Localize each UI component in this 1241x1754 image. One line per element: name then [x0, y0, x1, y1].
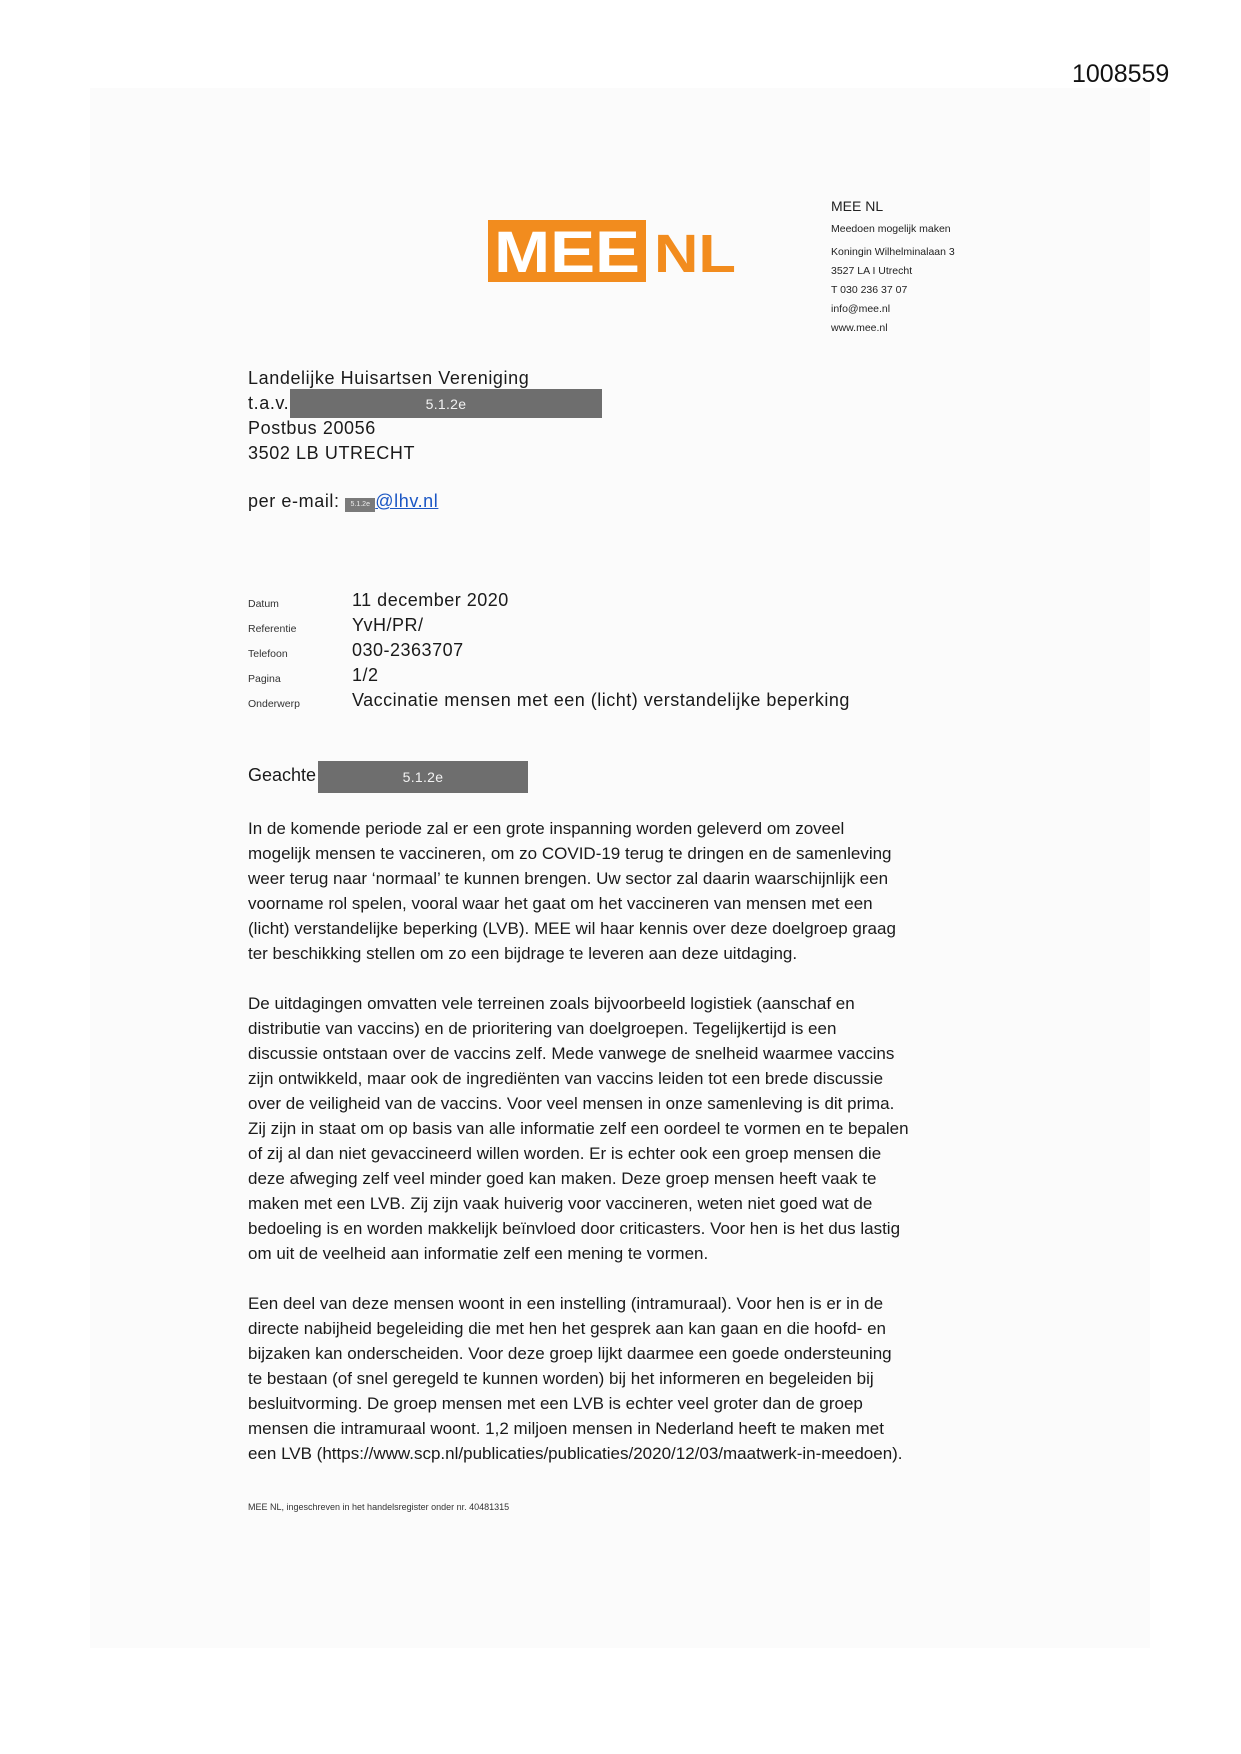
letterhead-tagline: Meedoen mogelijk maken	[831, 223, 951, 235]
text-line: In de komende periode zal er een grote inspanning worden geleverd om zoveel	[248, 819, 845, 838]
text-line: om uit de veelheid aan informatie zelf een mening te vormen.	[248, 1244, 709, 1263]
logo-nl-text: NL	[654, 224, 736, 282]
meta-value: YvH/PR/	[352, 615, 424, 635]
letterhead-street: Koningin Wilhelminalaan 3	[831, 246, 955, 258]
meta-label: Pagina	[248, 673, 281, 685]
text-line: bedoeling is en worden makkelijk beïnvloed door criticasters. Voor hen is het dus lastig	[248, 1219, 901, 1238]
text-line: mensen die intramuraal woont. 1,2 miljoen mensen in Nederland heeft te maken met	[248, 1419, 884, 1438]
letterhead-org: MEE NL	[831, 198, 884, 214]
redaction-attn: 5.1.2e	[290, 389, 602, 418]
paragraph-1	[248, 816, 988, 966]
text-line: bijzaken kan onderscheiden. Voor deze groep lijkt daarmee een goede ondersteuning	[248, 1344, 892, 1363]
text-line: Zij zijn in staat om op basis van alle informatie zelf een oordeel te vormen en te bepalen	[248, 1119, 909, 1138]
meta-label: Onderwerp	[248, 698, 300, 710]
meta-value: 1/2	[352, 665, 379, 685]
text-line: distributie van vaccins) en de prioritering van doelgroepen. Tegelijkertijd is een	[248, 1019, 837, 1038]
recipient-city: 3502 LB UTRECHT	[248, 443, 416, 463]
salutation: Geachte	[248, 765, 317, 785]
text-line: deze afweging zelf veel minder goed kan maken. Deze groep mensen heeft vaak te	[248, 1169, 877, 1188]
text-line: te bestaan (of snel geregeld te kunnen worden) bij het informeren en begeleiden bij	[248, 1369, 874, 1388]
letterhead-city: 3527 LA I Utrecht	[831, 265, 913, 277]
text-line: discussie ontstaan over de vaccins zelf. Mede vanwege de snelheid waarmee vaccins	[248, 1044, 895, 1063]
meta-value: 11 december 2020	[352, 590, 509, 610]
meta-value: 030-2363707	[352, 640, 464, 660]
recipient-org: Landelijke Huisartsen Vereniging	[248, 368, 530, 388]
text-line: ter beschikking stellen om zo een bijdrage te leveren aan deze uitdaging.	[248, 944, 798, 963]
text-line: of zij al dan niet gevaccineerd willen worden. Er is echter ook een groep mensen die	[248, 1144, 882, 1163]
text-line: zijn ontwikkeld, maar ook de ingrediënten van vaccins leiden tot een brede discussie	[248, 1069, 884, 1088]
email-link[interactable]: @lhv.nl	[375, 491, 439, 511]
text-line: mogelijk mensen te vaccineren, om zo COVID-19 terug te dringen en de samenleving	[248, 844, 892, 863]
letterhead-email: info@mee.nl	[831, 303, 891, 315]
recipient-attn: t.a.v.	[248, 393, 290, 413]
meta-label: Referentie	[248, 623, 297, 635]
mee-nl-logo	[488, 220, 738, 282]
recipient-email-line	[248, 491, 438, 512]
footer-registration: MEE NL, ingeschreven in het handelsregister onder nr. 40481315	[248, 1502, 510, 1512]
text-line: (licht) verstandelijke beperking (LVB). MEE wil haar kennis over deze doelgroep graag	[248, 919, 896, 938]
redaction-salutation: 5.1.2e	[318, 761, 528, 793]
logo-mee-text: MEE	[494, 220, 640, 282]
meta-label: Datum	[248, 598, 279, 610]
text-line: De uitdagingen omvatten vele terreinen zoals bijvoorbeeld logistiek (aanschaf en	[248, 994, 855, 1013]
paragraph-2	[248, 991, 988, 1266]
text-line: directe nabijheid begeleiding die met hen het gesprek aan kan gaan en die hoofd- en	[248, 1319, 886, 1338]
text-line: weer terug naar ‘normaal’ te kunnen brengen. Uw sector zal daarin waarschijnlijk een	[248, 869, 889, 888]
text-line: maken met een LVB. Zij zijn vaak huiverig voor vaccineren, weten niet goed wat de	[248, 1194, 873, 1213]
document-id: 1008559	[1072, 60, 1170, 88]
meta-label: Telefoon	[248, 648, 288, 660]
text-line: voorname rol spelen, vooral waar het gaat om het vaccineren van mensen met een	[248, 894, 873, 913]
letterhead-contact	[831, 198, 955, 338]
redaction-email: 5.1.2e	[345, 498, 375, 512]
paragraph-3	[248, 1291, 988, 1466]
meta-value: Vaccinatie mensen met een (licht) verstandelijke beperking	[352, 690, 850, 710]
letterhead-phone: T 030 236 37 07	[831, 284, 908, 296]
letterhead-web: www.mee.nl	[831, 322, 888, 334]
email-prefix: per e-mail:	[248, 491, 346, 511]
recipient-postbus: Postbus 20056	[248, 418, 376, 438]
text-line: over de veiligheid van de vaccins. Voor veel mensen in onze samenleving is dit prima.	[248, 1094, 895, 1113]
text-line: een LVB (https://www.scp.nl/publicaties/publicaties/2020/12/03/maatwerk-in-meedoen).	[248, 1444, 903, 1463]
letter-body	[248, 816, 988, 1491]
text-line: Een deel van deze mensen woont in een instelling (intramuraal). Voor hen is er in de	[248, 1294, 884, 1313]
text-line: besluitvorming. De groep mensen met een LVB is echter veel groter dan de groep	[248, 1394, 863, 1413]
